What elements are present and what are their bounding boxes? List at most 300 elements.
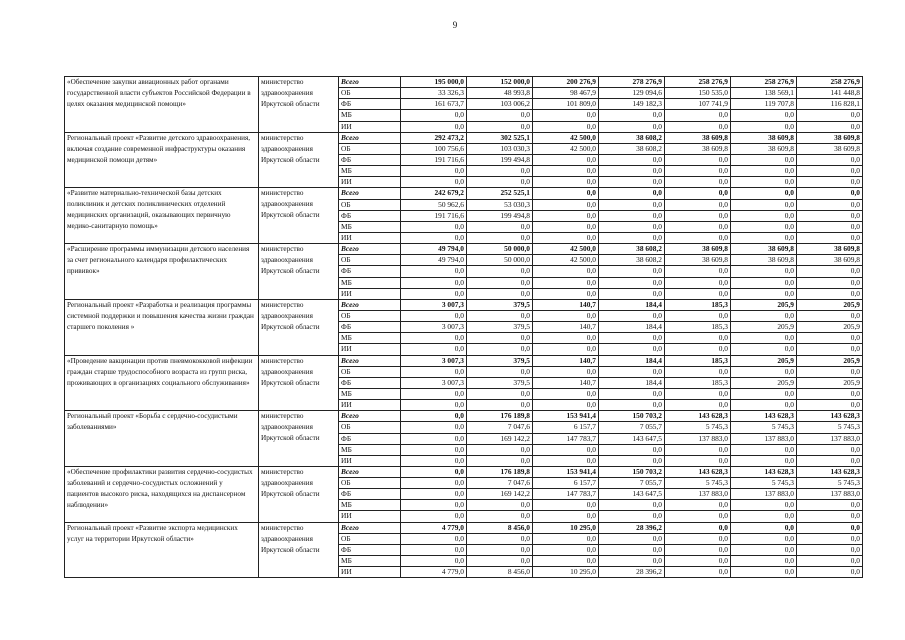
- amount-cell: 0,0: [401, 344, 467, 355]
- funding-source: ОБ: [339, 255, 401, 266]
- funding-source: МБ: [339, 166, 401, 177]
- funding-source: Всего: [339, 299, 401, 310]
- amount-cell: 7 055,7: [599, 478, 665, 489]
- amount-cell: 42 500,0: [533, 244, 599, 255]
- amount-cell: 242 679,2: [401, 188, 467, 199]
- amount-cell: 379,5: [467, 355, 533, 366]
- amount-cell: 4 779,0: [401, 567, 467, 578]
- funding-source: МБ: [339, 500, 401, 511]
- amount-cell: 0,0: [467, 444, 533, 455]
- amount-cell: 5 745,3: [665, 478, 731, 489]
- measure-name: Региональный проект «Разработка и реализация программы системной поддержки и повышения качества жизни граждан старшего поколения »: [65, 299, 259, 355]
- amount-cell: 0,0: [401, 411, 467, 422]
- amount-cell: 0,0: [665, 500, 731, 511]
- amount-cell: 0,0: [731, 567, 797, 578]
- amount-cell: 38 609,8: [797, 244, 863, 255]
- amount-cell: 137 883,0: [665, 489, 731, 500]
- amount-cell: 0,0: [599, 544, 665, 555]
- amount-cell: 0,0: [467, 232, 533, 243]
- amount-cell: 0,0: [401, 266, 467, 277]
- amount-cell: 8 456,0: [467, 522, 533, 533]
- amount-cell: 0,0: [599, 121, 665, 132]
- amount-cell: 38 609,8: [797, 143, 863, 154]
- amount-cell: 0,0: [797, 210, 863, 221]
- amount-cell: 0,0: [467, 344, 533, 355]
- amount-cell: 0,0: [467, 388, 533, 399]
- amount-cell: 0,0: [533, 366, 599, 377]
- executor: министерство здравоохранения Иркутской области: [259, 522, 339, 578]
- amount-cell: 49 794,0: [401, 244, 467, 255]
- amount-cell: 0,0: [401, 533, 467, 544]
- amount-cell: 176 189,8: [467, 411, 533, 422]
- amount-cell: 38 609,8: [731, 244, 797, 255]
- amount-cell: 100 756,6: [401, 143, 467, 154]
- amount-cell: 0,0: [797, 221, 863, 232]
- amount-cell: 0,0: [797, 177, 863, 188]
- amount-cell: 0,0: [533, 110, 599, 121]
- amount-cell: 0,0: [731, 533, 797, 544]
- amount-cell: 140,7: [533, 355, 599, 366]
- amount-cell: 0,0: [797, 500, 863, 511]
- amount-cell: 0,0: [665, 567, 731, 578]
- amount-cell: 0,0: [665, 277, 731, 288]
- amount-cell: 38 608,2: [599, 255, 665, 266]
- budget-table-body: [65, 77, 863, 578]
- amount-cell: 0,0: [731, 288, 797, 299]
- funding-source: ОБ: [339, 143, 401, 154]
- amount-cell: 0,0: [599, 444, 665, 455]
- amount-cell: 38 608,2: [599, 244, 665, 255]
- amount-cell: 0,0: [665, 154, 731, 165]
- amount-cell: 143 628,3: [731, 466, 797, 477]
- funding-source: ОБ: [339, 422, 401, 433]
- amount-cell: 0,0: [665, 533, 731, 544]
- amount-cell: 0,0: [797, 455, 863, 466]
- funding-source: МБ: [339, 444, 401, 455]
- amount-cell: 0,0: [797, 333, 863, 344]
- funding-source: МБ: [339, 221, 401, 232]
- amount-cell: 0,0: [731, 333, 797, 344]
- amount-cell: 0,0: [797, 511, 863, 522]
- amount-cell: 28 396,2: [599, 567, 665, 578]
- amount-cell: 7 047,6: [467, 422, 533, 433]
- amount-cell: 0,0: [731, 266, 797, 277]
- amount-cell: 205,9: [797, 299, 863, 310]
- amount-cell: 169 142,2: [467, 433, 533, 444]
- amount-cell: 103 030,3: [467, 143, 533, 154]
- amount-cell: 0,0: [467, 455, 533, 466]
- amount-cell: 205,9: [731, 377, 797, 388]
- funding-source: ИИ: [339, 177, 401, 188]
- amount-cell: 200 276,9: [533, 77, 599, 88]
- measure-name: «Развитие материально-технической базы детских поликлиник и детских поликлинических отделений медицинских организаций, оказывающих первичную медико-санитарную помощь»: [65, 188, 259, 244]
- funding-source: МБ: [339, 277, 401, 288]
- amount-cell: 0,0: [665, 210, 731, 221]
- amount-cell: 137 883,0: [731, 489, 797, 500]
- funding-source: ОБ: [339, 478, 401, 489]
- amount-cell: 292 473,2: [401, 132, 467, 143]
- amount-cell: 0,0: [665, 455, 731, 466]
- funding-source: ОБ: [339, 533, 401, 544]
- funding-source: ФБ: [339, 210, 401, 221]
- amount-cell: 0,0: [533, 166, 599, 177]
- amount-cell: 185,3: [665, 322, 731, 333]
- amount-cell: 4 779,0: [401, 522, 467, 533]
- amount-cell: 42 500,0: [533, 132, 599, 143]
- amount-cell: 0,0: [797, 277, 863, 288]
- amount-cell: 0,0: [533, 199, 599, 210]
- amount-cell: 0,0: [731, 544, 797, 555]
- amount-cell: 50 000,0: [467, 255, 533, 266]
- funding-source: ФБ: [339, 377, 401, 388]
- amount-cell: 0,0: [467, 544, 533, 555]
- amount-cell: 38 609,8: [731, 132, 797, 143]
- amount-cell: 0,0: [731, 177, 797, 188]
- amount-cell: 0,0: [797, 388, 863, 399]
- funding-source: ИИ: [339, 455, 401, 466]
- amount-cell: 38 609,8: [665, 255, 731, 266]
- amount-cell: 0,0: [665, 544, 731, 555]
- amount-cell: 0,0: [731, 388, 797, 399]
- table-row-total: [65, 188, 863, 199]
- amount-cell: 0,0: [401, 433, 467, 444]
- amount-cell: 101 809,0: [533, 99, 599, 110]
- amount-cell: 0,0: [731, 556, 797, 567]
- amount-cell: 0,0: [797, 166, 863, 177]
- amount-cell: 0,0: [599, 556, 665, 567]
- amount-cell: 0,0: [665, 221, 731, 232]
- funding-source: Всего: [339, 522, 401, 533]
- amount-cell: 150 703,2: [599, 411, 665, 422]
- executor: министерство здравоохранения Иркутской области: [259, 299, 339, 355]
- amount-cell: 205,9: [731, 322, 797, 333]
- table-row-total: [65, 355, 863, 366]
- funding-source: Всего: [339, 244, 401, 255]
- amount-cell: 0,0: [467, 221, 533, 232]
- measure-name: Региональный проект «Борьба с сердечно-сосудистыми заболеваниями»: [65, 411, 259, 467]
- amount-cell: 38 609,8: [665, 244, 731, 255]
- amount-cell: 0,0: [797, 232, 863, 243]
- amount-cell: 0,0: [665, 511, 731, 522]
- amount-cell: 119 707,8: [731, 99, 797, 110]
- amount-cell: 0,0: [401, 177, 467, 188]
- measure-name: «Расширение программы иммунизации детского населения за счет регионального календаря профилактических прививок»: [65, 244, 259, 300]
- funding-source: ФБ: [339, 99, 401, 110]
- executor: министерство здравоохранения Иркутской области: [259, 77, 339, 133]
- amount-cell: 0,0: [533, 388, 599, 399]
- amount-cell: 141 448,8: [797, 88, 863, 99]
- amount-cell: 0,0: [731, 232, 797, 243]
- amount-cell: 138 569,1: [731, 88, 797, 99]
- amount-cell: 143 647,5: [599, 433, 665, 444]
- amount-cell: 143 628,3: [797, 411, 863, 422]
- measure-name: Региональный проект «Развитие детского здравоохранения, включая создание современной инфраструктуры оказания медицинской помощи детям»: [65, 132, 259, 188]
- amount-cell: 147 783,7: [533, 433, 599, 444]
- funding-source: ИИ: [339, 567, 401, 578]
- amount-cell: 0,0: [731, 511, 797, 522]
- amount-cell: 185,3: [665, 299, 731, 310]
- amount-cell: 0,0: [533, 544, 599, 555]
- funding-source: ОБ: [339, 310, 401, 321]
- amount-cell: 0,0: [467, 533, 533, 544]
- funding-source: Всего: [339, 132, 401, 143]
- amount-cell: 0,0: [401, 422, 467, 433]
- amount-cell: 7 055,7: [599, 422, 665, 433]
- amount-cell: 0,0: [731, 188, 797, 199]
- amount-cell: 42 500,0: [533, 143, 599, 154]
- amount-cell: 0,0: [599, 210, 665, 221]
- amount-cell: 0,0: [665, 199, 731, 210]
- amount-cell: 169 142,2: [467, 489, 533, 500]
- amount-cell: 153 941,4: [533, 411, 599, 422]
- amount-cell: 0,0: [533, 266, 599, 277]
- amount-cell: 38 609,8: [665, 143, 731, 154]
- amount-cell: 199 494,8: [467, 154, 533, 165]
- table-row-total: [65, 522, 863, 533]
- amount-cell: 0,0: [467, 310, 533, 321]
- amount-cell: 0,0: [599, 388, 665, 399]
- amount-cell: 107 741,9: [665, 99, 731, 110]
- amount-cell: 98 467,9: [533, 88, 599, 99]
- amount-cell: 137 883,0: [797, 489, 863, 500]
- amount-cell: 50 000,0: [467, 244, 533, 255]
- amount-cell: 0,0: [533, 277, 599, 288]
- amount-cell: 0,0: [533, 455, 599, 466]
- amount-cell: 0,0: [401, 544, 467, 555]
- funding-source: МБ: [339, 333, 401, 344]
- amount-cell: 5 745,3: [665, 422, 731, 433]
- executor: министерство здравоохранения Иркутской области: [259, 466, 339, 522]
- funding-source: Всего: [339, 411, 401, 422]
- amount-cell: 0,0: [731, 110, 797, 121]
- amount-cell: 0,0: [797, 556, 863, 567]
- amount-cell: 0,0: [797, 288, 863, 299]
- executor: министерство здравоохранения Иркутской области: [259, 411, 339, 467]
- amount-cell: 0,0: [665, 344, 731, 355]
- amount-cell: 161 673,7: [401, 99, 467, 110]
- table-row-total: [65, 244, 863, 255]
- amount-cell: 0,0: [401, 221, 467, 232]
- amount-cell: 0,0: [731, 154, 797, 165]
- amount-cell: 0,0: [467, 366, 533, 377]
- amount-cell: 0,0: [401, 444, 467, 455]
- amount-cell: 153 941,4: [533, 466, 599, 477]
- funding-source: ОБ: [339, 366, 401, 377]
- executor: министерство здравоохранения Иркутской области: [259, 244, 339, 300]
- amount-cell: 38 609,8: [731, 143, 797, 154]
- amount-cell: 205,9: [797, 377, 863, 388]
- funding-source: ОБ: [339, 88, 401, 99]
- amount-cell: 0,0: [401, 478, 467, 489]
- amount-cell: 0,0: [467, 500, 533, 511]
- amount-cell: 0,0: [401, 489, 467, 500]
- amount-cell: 0,0: [467, 556, 533, 567]
- amount-cell: 38 609,8: [731, 255, 797, 266]
- amount-cell: 0,0: [731, 444, 797, 455]
- amount-cell: 8 456,0: [467, 567, 533, 578]
- amount-cell: 38 609,8: [797, 255, 863, 266]
- amount-cell: 0,0: [665, 522, 731, 533]
- amount-cell: 0,0: [599, 288, 665, 299]
- amount-cell: 6 157,7: [533, 478, 599, 489]
- amount-cell: 0,0: [731, 522, 797, 533]
- amount-cell: 5 745,3: [731, 478, 797, 489]
- amount-cell: 140,7: [533, 322, 599, 333]
- amount-cell: 0,0: [797, 199, 863, 210]
- amount-cell: 0,0: [797, 188, 863, 199]
- amount-cell: 140,7: [533, 299, 599, 310]
- amount-cell: 0,0: [731, 344, 797, 355]
- amount-cell: 0,0: [665, 188, 731, 199]
- amount-cell: 0,0: [401, 556, 467, 567]
- amount-cell: 0,0: [599, 500, 665, 511]
- funding-source: ФБ: [339, 322, 401, 333]
- amount-cell: 191 716,6: [401, 210, 467, 221]
- amount-cell: 0,0: [467, 121, 533, 132]
- amount-cell: 5 745,3: [797, 478, 863, 489]
- amount-cell: 137 883,0: [731, 433, 797, 444]
- amount-cell: 50 962,6: [401, 199, 467, 210]
- amount-cell: 0,0: [599, 177, 665, 188]
- amount-cell: 0,0: [467, 333, 533, 344]
- amount-cell: 0,0: [533, 232, 599, 243]
- amount-cell: 0,0: [599, 310, 665, 321]
- amount-cell: 184,4: [599, 377, 665, 388]
- amount-cell: 0,0: [731, 166, 797, 177]
- amount-cell: 0,0: [797, 522, 863, 533]
- amount-cell: 258 276,9: [731, 77, 797, 88]
- amount-cell: 252 525,1: [467, 188, 533, 199]
- amount-cell: 0,0: [533, 556, 599, 567]
- measure-name: «Обеспечение закупки авиационных работ органами государственной власти субъектов Российской Федерации в целях оказания медицинской помощи»: [65, 77, 259, 133]
- amount-cell: 0,0: [797, 110, 863, 121]
- amount-cell: 0,0: [401, 500, 467, 511]
- amount-cell: 0,0: [533, 221, 599, 232]
- amount-cell: 205,9: [797, 322, 863, 333]
- amount-cell: 0,0: [401, 277, 467, 288]
- amount-cell: 278 276,9: [599, 77, 665, 88]
- amount-cell: 258 276,9: [665, 77, 731, 88]
- funding-source: ИИ: [339, 511, 401, 522]
- amount-cell: 0,0: [731, 400, 797, 411]
- amount-cell: 0,0: [599, 199, 665, 210]
- amount-cell: 103 006,2: [467, 99, 533, 110]
- amount-cell: 0,0: [797, 266, 863, 277]
- amount-cell: 42 500,0: [533, 255, 599, 266]
- amount-cell: 0,0: [533, 500, 599, 511]
- amount-cell: 0,0: [533, 310, 599, 321]
- table-row-total: [65, 77, 863, 88]
- amount-cell: 53 030,3: [467, 199, 533, 210]
- amount-cell: 184,4: [599, 355, 665, 366]
- amount-cell: 0,0: [401, 366, 467, 377]
- amount-cell: 143 647,5: [599, 489, 665, 500]
- amount-cell: 3 007,3: [401, 322, 467, 333]
- amount-cell: 0,0: [401, 400, 467, 411]
- amount-cell: 10 295,0: [533, 567, 599, 578]
- amount-cell: 147 783,7: [533, 489, 599, 500]
- amount-cell: 0,0: [731, 199, 797, 210]
- amount-cell: 0,0: [731, 366, 797, 377]
- funding-source: ФБ: [339, 489, 401, 500]
- amount-cell: 0,0: [533, 444, 599, 455]
- amount-cell: 3 007,3: [401, 355, 467, 366]
- table-row-total: [65, 466, 863, 477]
- amount-cell: 5 745,3: [731, 422, 797, 433]
- amount-cell: 0,0: [401, 232, 467, 243]
- amount-cell: 150 703,2: [599, 466, 665, 477]
- measure-name: «Проведение вакцинации против пневмококковой инфекции граждан старше трудоспособного возраста из групп риска, проживающих в организациях социального обслуживания»: [65, 355, 259, 411]
- funding-source: Всего: [339, 188, 401, 199]
- amount-cell: 0,0: [401, 388, 467, 399]
- funding-source: ИИ: [339, 121, 401, 132]
- funding-source: ИИ: [339, 344, 401, 355]
- amount-cell: 0,0: [533, 344, 599, 355]
- amount-cell: 0,0: [533, 288, 599, 299]
- amount-cell: 0,0: [599, 188, 665, 199]
- amount-cell: 0,0: [599, 455, 665, 466]
- amount-cell: 0,0: [467, 277, 533, 288]
- amount-cell: 6 157,7: [533, 422, 599, 433]
- amount-cell: 140,7: [533, 377, 599, 388]
- amount-cell: 143 628,3: [665, 466, 731, 477]
- measure-name: «Обеспечение профилактики развития сердечно-сосудистых заболеваний и сердечно-сосудистых осложнений у пациентов высокого риска, находящихся на диспансерном наблюдении»: [65, 466, 259, 522]
- funding-source: Всего: [339, 466, 401, 477]
- amount-cell: 195 000,0: [401, 77, 467, 88]
- amount-cell: 185,3: [665, 355, 731, 366]
- funding-source: ФБ: [339, 154, 401, 165]
- funding-source: МБ: [339, 556, 401, 567]
- amount-cell: 0,0: [533, 400, 599, 411]
- amount-cell: 38 609,8: [797, 132, 863, 143]
- amount-cell: 149 182,3: [599, 99, 665, 110]
- amount-cell: 205,9: [797, 355, 863, 366]
- amount-cell: 38 609,8: [665, 132, 731, 143]
- amount-cell: 143 628,3: [731, 411, 797, 422]
- amount-cell: 0,0: [797, 154, 863, 165]
- amount-cell: 199 494,8: [467, 210, 533, 221]
- amount-cell: 0,0: [599, 232, 665, 243]
- table-row-total: [65, 132, 863, 143]
- amount-cell: 205,9: [731, 299, 797, 310]
- amount-cell: 0,0: [797, 344, 863, 355]
- funding-source: ИИ: [339, 232, 401, 243]
- amount-cell: 143 628,3: [797, 466, 863, 477]
- amount-cell: 0,0: [467, 266, 533, 277]
- amount-cell: 0,0: [599, 221, 665, 232]
- amount-cell: 0,0: [797, 310, 863, 321]
- amount-cell: 0,0: [533, 333, 599, 344]
- amount-cell: 0,0: [665, 232, 731, 243]
- amount-cell: 0,0: [665, 166, 731, 177]
- amount-cell: 116 828,1: [797, 99, 863, 110]
- amount-cell: 0,0: [665, 177, 731, 188]
- executor: министерство здравоохранения Иркутской области: [259, 132, 339, 188]
- amount-cell: 0,0: [467, 166, 533, 177]
- amount-cell: 0,0: [599, 166, 665, 177]
- amount-cell: 0,0: [401, 333, 467, 344]
- amount-cell: 0,0: [467, 511, 533, 522]
- amount-cell: 184,4: [599, 299, 665, 310]
- amount-cell: 0,0: [797, 533, 863, 544]
- executor: министерство здравоохранения Иркутской области: [259, 355, 339, 411]
- amount-cell: 5 745,3: [797, 422, 863, 433]
- funding-source: ИИ: [339, 288, 401, 299]
- funding-source: ИИ: [339, 400, 401, 411]
- amount-cell: 0,0: [797, 400, 863, 411]
- amount-cell: 0,0: [599, 400, 665, 411]
- amount-cell: 0,0: [599, 266, 665, 277]
